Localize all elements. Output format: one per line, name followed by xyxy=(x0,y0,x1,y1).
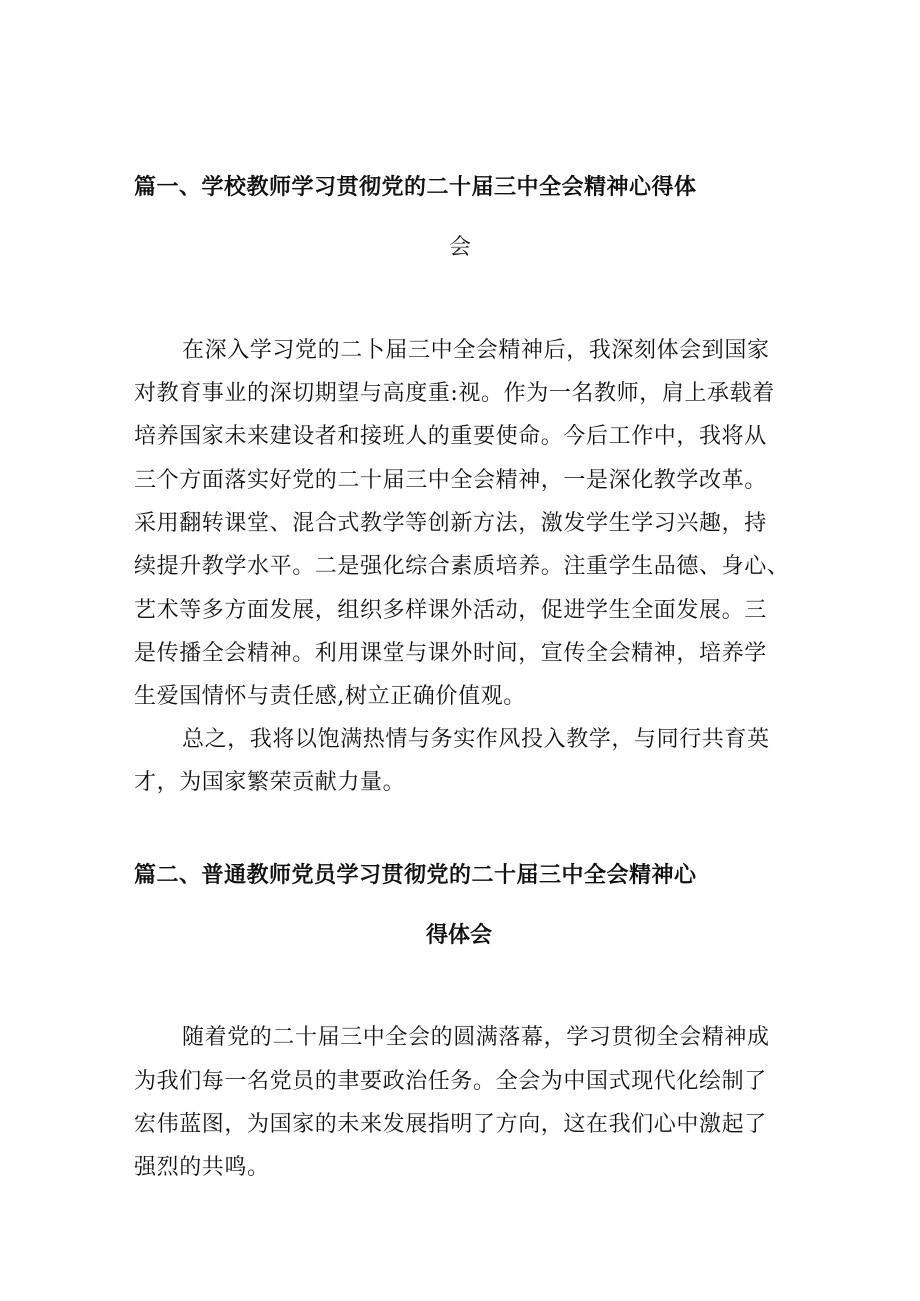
section2-para1-line: 宏伟蓝图，为国家的未来发展指明了方向，这在我们心中激起了 xyxy=(134,1112,767,1137)
section1-para1-line: 续提升教学水平。二是强化综合素质培养。注重学生品德、身心、 xyxy=(134,554,790,579)
section1-para1-line: 培养国家未来建设者和接班人的重要使命。今后工作中，我将从 xyxy=(134,424,767,449)
section1-title-continuation: 会 xyxy=(449,235,472,260)
section2-para1-line: 随着党的二十届三中全会的圆满落幕，学习贯彻全会精神成 xyxy=(182,1025,770,1050)
section1-para2-line: 总之，我将以饱满热情与务实作风投入教学，与同行共育英 xyxy=(182,727,770,752)
section1-para1-line: 是传播全会精神。利用课堂与课外时间，宣传全会精神，培养学 xyxy=(134,641,767,666)
section2-para1-line: 强烈的共鸣。 xyxy=(134,1155,270,1180)
section1-para1-line: 三个方面落实好党的二十届三中全会精神，一是深化教学改革。 xyxy=(134,468,767,493)
section2-title: 篇二、普通教师党员学习贯彻党的二十届三中全会精神心 xyxy=(134,862,697,888)
section1-para2-line: 才，为国家繁荣贡献力量。 xyxy=(134,770,406,795)
section1-para1-line: 采用翻转课堂、混合式教学等创新方法，激发学生学习兴趣，持 xyxy=(134,511,767,536)
section1-title: 篇一、学校教师学习贯彻党的二十届三中全会精神心得体 xyxy=(134,174,697,200)
section1-para1-line: 艺术等多方面发展，组织多样课外活动，促进学生全面发展。三 xyxy=(134,598,767,623)
section2-title-continuation: 得体会 xyxy=(426,922,493,948)
section1-para1-line: 生爱国情怀与责任感,树立正确价值观。 xyxy=(134,684,526,709)
section1-para1-line: 在深入学习党的二卜届三中全会精神后，我深刻体会到国家 xyxy=(182,338,770,363)
section2-para1-line: 为我们每一名党员的聿要政治任务。全会为中国式现代化绘制了 xyxy=(134,1069,767,1094)
section1-para1-line: 对教育事业的深切期望与高度重:视。作为一名教师，肩上承载着 xyxy=(134,381,775,406)
